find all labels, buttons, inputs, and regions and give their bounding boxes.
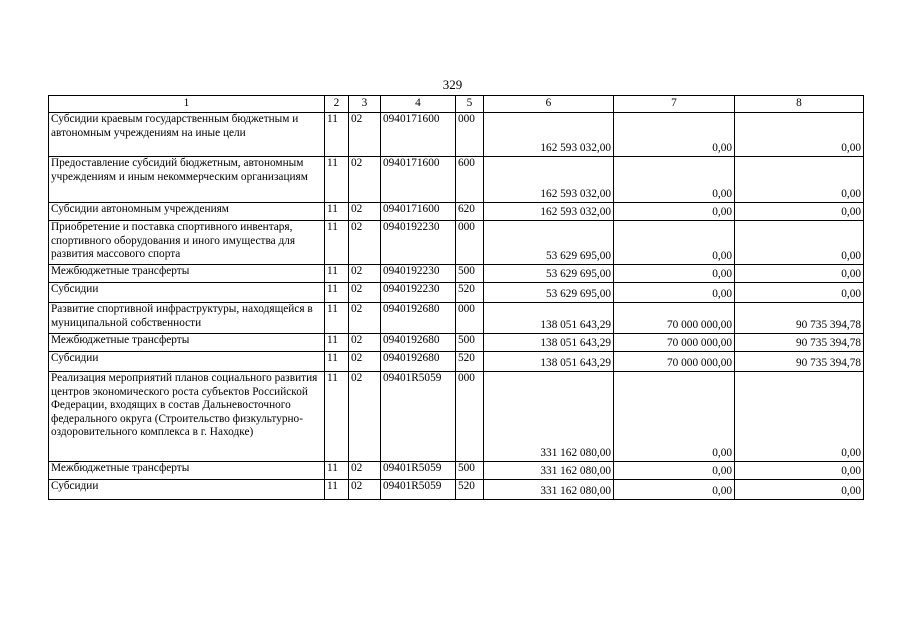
row-amount-col6: 138 051 643,29 [484,352,614,372]
row-section: 11 [325,303,349,334]
row-amount-col7: 0,00 [614,462,735,480]
row-expense-type: 620 [456,203,484,221]
row-target-article: 0940192230 [381,283,456,303]
table-row [49,221,864,265]
row-section: 11 [325,372,349,462]
row-subsection: 02 [349,113,381,157]
row-subsection: 02 [349,265,381,283]
row-target-article: 0940192680 [381,303,456,334]
table-row [49,265,864,283]
row-target-article: 0940192680 [381,334,456,352]
row-expense-type: 000 [456,303,484,334]
row-expense-type: 500 [456,462,484,480]
row-amount-col6: 53 629 695,00 [484,265,614,283]
row-section: 11 [325,352,349,372]
table-row [49,462,864,480]
row-name: Реализация мероприятий планов социального развития центров экономического роста субъектов Российской Федерации, входящих в состав Дальневосточного федерального округа (Строительство физкультурно-оздоровительного комплекса в г. Находке) [49,372,325,462]
row-amount-col6: 162 593 032,00 [484,113,614,157]
row-subsection: 02 [349,480,381,500]
row-amount-col6: 331 162 080,00 [484,480,614,500]
row-name: Межбюджетные трансферты [49,462,325,480]
row-amount-col6: 162 593 032,00 [484,157,614,203]
row-amount-col8: 90 735 394,78 [735,334,864,352]
row-name: Межбюджетные трансферты [49,334,325,352]
row-section: 11 [325,334,349,352]
row-subsection: 02 [349,334,381,352]
table-row [49,372,864,462]
table-row [49,157,864,203]
row-subsection: 02 [349,203,381,221]
table-row [49,113,864,157]
row-expense-type: 520 [456,352,484,372]
row-amount-col7: 70 000 000,00 [614,334,735,352]
row-section: 11 [325,113,349,157]
row-subsection: 02 [349,221,381,265]
row-subsection: 02 [349,462,381,480]
row-amount-col7: 0,00 [614,372,735,462]
row-amount-col7: 0,00 [614,113,735,157]
row-target-article: 0940192230 [381,221,456,265]
row-name: Развитие спортивной инфраструктуры, находящейся в муниципальной собственности [49,303,325,334]
row-target-article: 09401R5059 [381,462,456,480]
row-name: Субсидии [49,352,325,372]
row-name: Приобретение и поставка спортивного инвентаря, спортивного оборудования и иного имущества для развития массового спорта [49,221,325,265]
column-header: 1 [49,96,325,113]
row-amount-col7: 0,00 [614,221,735,265]
row-amount-col6: 162 593 032,00 [484,203,614,221]
row-target-article: 0940171600 [381,113,456,157]
row-amount-col8: 0,00 [735,157,864,203]
table-row [49,203,864,221]
row-amount-col7: 0,00 [614,157,735,203]
row-amount-col8: 0,00 [735,203,864,221]
row-amount-col8: 0,00 [735,283,864,303]
row-section: 11 [325,203,349,221]
row-amount-col6: 138 051 643,29 [484,303,614,334]
row-expense-type: 520 [456,480,484,500]
budget-table [48,95,864,500]
row-target-article: 0940171600 [381,157,456,203]
row-amount-col7: 0,00 [614,203,735,221]
row-subsection: 02 [349,372,381,462]
column-header: 8 [735,96,864,113]
row-subsection: 02 [349,352,381,372]
row-expense-type: 000 [456,372,484,462]
row-amount-col8: 0,00 [735,480,864,500]
page-number: 329 [442,77,463,92]
table-header-row [49,96,864,113]
row-expense-type: 520 [456,283,484,303]
row-section: 11 [325,157,349,203]
row-name: Предоставление субсидий бюджетным, автономным учреждениям и иным некоммерческим организациям [49,157,325,203]
column-header: 7 [614,96,735,113]
row-amount-col8: 0,00 [735,462,864,480]
table-row [49,480,864,500]
row-amount-col6: 138 051 643,29 [484,334,614,352]
column-header: 3 [349,96,381,113]
row-amount-col7: 0,00 [614,283,735,303]
table-row [49,334,864,352]
row-target-article: 09401R5059 [381,372,456,462]
row-section: 11 [325,480,349,500]
row-section: 11 [325,462,349,480]
row-amount-col8: 0,00 [735,265,864,283]
table-row [49,283,864,303]
row-expense-type: 500 [456,265,484,283]
row-amount-col8: 90 735 394,78 [735,303,864,334]
row-section: 11 [325,265,349,283]
row-amount-col6: 331 162 080,00 [484,372,614,462]
row-subsection: 02 [349,283,381,303]
row-name: Субсидии автономным учреждениям [49,203,325,221]
column-header: 2 [325,96,349,113]
row-target-article: 0940171600 [381,203,456,221]
row-amount-col6: 53 629 695,00 [484,283,614,303]
row-subsection: 02 [349,303,381,334]
row-name: Субсидии [49,480,325,500]
row-section: 11 [325,221,349,265]
row-name: Субсидии [49,283,325,303]
row-amount-col8: 0,00 [735,221,864,265]
column-header: 4 [381,96,456,113]
row-target-article: 09401R5059 [381,480,456,500]
column-header: 6 [484,96,614,113]
row-expense-type: 600 [456,157,484,203]
row-expense-type: 500 [456,334,484,352]
column-header: 5 [456,96,484,113]
row-expense-type: 000 [456,113,484,157]
row-amount-col7: 70 000 000,00 [614,352,735,372]
row-target-article: 0940192680 [381,352,456,372]
table-row [49,352,864,372]
row-amount-col6: 331 162 080,00 [484,462,614,480]
row-section: 11 [325,283,349,303]
row-amount-col7: 0,00 [614,265,735,283]
row-amount-col7: 0,00 [614,480,735,500]
row-amount-col7: 70 000 000,00 [614,303,735,334]
row-name: Межбюджетные трансферты [49,265,325,283]
row-target-article: 0940192230 [381,265,456,283]
row-subsection: 02 [349,157,381,203]
row-expense-type: 000 [456,221,484,265]
table-row [49,303,864,334]
row-amount-col6: 53 629 695,00 [484,221,614,265]
row-amount-col8: 0,00 [735,113,864,157]
row-name: Субсидии краевым государственным бюджетным и автономным учреждениям на иные цели [49,113,325,157]
row-amount-col8: 0,00 [735,372,864,462]
row-amount-col8: 90 735 394,78 [735,352,864,372]
